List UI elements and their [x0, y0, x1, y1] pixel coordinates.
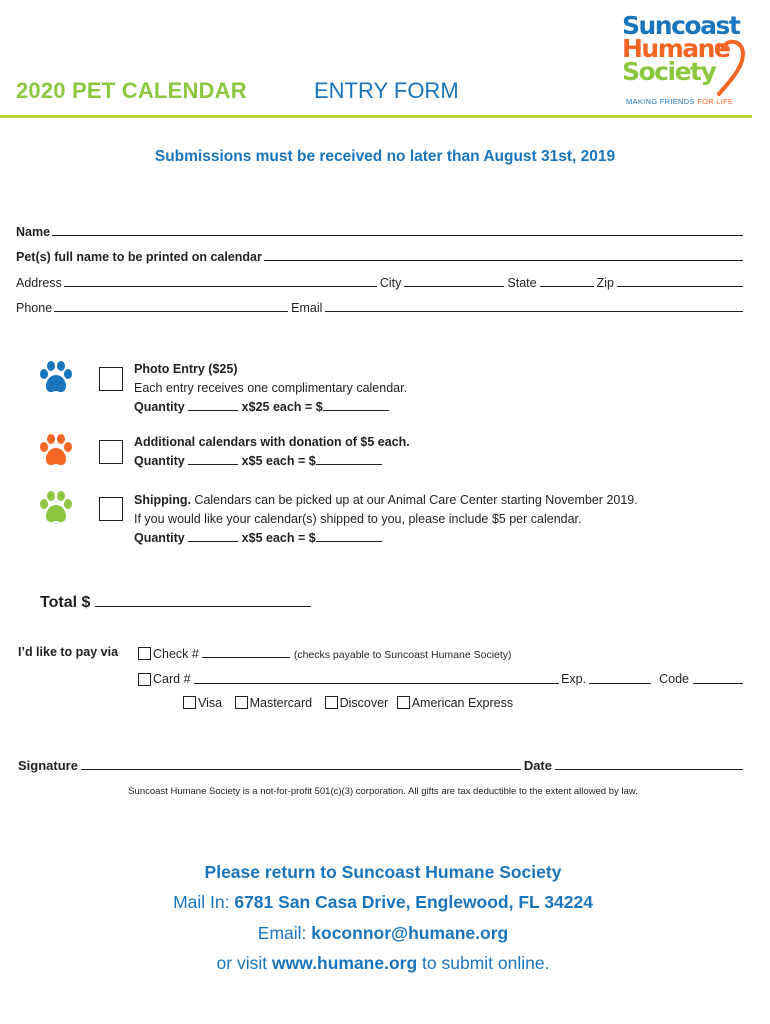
address-row [16, 272, 743, 290]
shipping-quantity-field[interactable] [188, 529, 238, 542]
discover-label: Discover [339, 696, 389, 710]
address-label: Address [16, 276, 62, 290]
discover-checkbox[interactable] [325, 696, 338, 709]
logo-tagline [626, 97, 733, 106]
code-field[interactable] [693, 671, 743, 684]
check-row [138, 645, 512, 661]
exp-label: Exp. [561, 672, 587, 686]
signature-field[interactable] [81, 756, 521, 770]
signature-row [18, 756, 743, 773]
card-label: Card # [153, 672, 191, 686]
date-field[interactable] [555, 756, 743, 770]
tagline-accent: FOR LIFE [697, 97, 734, 106]
mail-in-label: Mail In: [173, 892, 230, 912]
paw-icon-blue [38, 360, 74, 396]
photo-entry-quantity-line [134, 398, 407, 417]
email-line [0, 923, 766, 944]
american-express-checkbox[interactable] [397, 696, 410, 709]
calendar-title: 2020 PET CALENDAR [16, 78, 247, 103]
visa-checkbox[interactable] [183, 696, 196, 709]
exp-field[interactable] [589, 671, 651, 684]
city-label: City [379, 276, 402, 290]
header-divider [0, 115, 752, 118]
shipping-checkbox[interactable] [99, 497, 123, 521]
shipping-quantity-line [134, 529, 638, 548]
visit-suffix: to submit online. [422, 953, 550, 973]
additional-amount-field[interactable] [316, 452, 382, 465]
phone-label: Phone [16, 301, 53, 315]
entry-form-title: ENTRY FORM [314, 78, 459, 103]
date-label: Date [523, 758, 552, 773]
address-field[interactable] [64, 274, 377, 287]
card-checkbox[interactable] [138, 673, 151, 686]
mastercard-label: Mastercard [249, 696, 313, 710]
name-row [16, 221, 743, 239]
shipping-block [134, 491, 638, 548]
suncoast-humane-society-logo [622, 11, 752, 108]
visa-label: Visa [198, 696, 223, 710]
email-label: Email [291, 301, 323, 315]
shipping-description-1: Calendars can be picked up at our Animal Care Center starting November 2019. [194, 493, 638, 507]
shipping-price-label: x$5 each = $ [241, 531, 316, 545]
shipping-line-1 [134, 491, 638, 510]
quantity-label: Quantity [134, 400, 185, 414]
check-label: Check # [153, 647, 199, 661]
submission-deadline: Submissions must be received no later than August 31st, 2019 [154, 148, 616, 165]
signature-label: Signature [18, 758, 78, 773]
logo-word-humane: Humane [622, 34, 730, 63]
photo-amount-field[interactable] [323, 398, 389, 411]
additional-price-label: x$5 each = $ [241, 454, 316, 468]
additional-calendars-block [134, 433, 410, 471]
shipping-title: Shipping. [134, 493, 191, 507]
american-express-label: American Express [411, 696, 514, 710]
phone-field[interactable] [54, 299, 288, 312]
shipping-amount-field[interactable] [316, 529, 382, 542]
mastercard-checkbox[interactable] [235, 696, 248, 709]
photo-quantity-field[interactable] [188, 398, 238, 411]
photo-price-label: x$25 each = $ [241, 400, 323, 414]
shipping-description-2: If you would like your calendar(s) shipped to you, please include $5 per calendar. [134, 512, 582, 526]
photo-entry-title: Photo Entry ($25) [134, 362, 238, 376]
zip-label: Zip [596, 276, 614, 290]
total-label: Total $ [40, 594, 91, 611]
visit-line [0, 953, 766, 974]
additional-quantity-line [134, 452, 410, 471]
email-field[interactable] [325, 299, 743, 312]
check-checkbox[interactable] [138, 647, 151, 660]
visit-prefix: or visit [216, 953, 268, 973]
city-field[interactable] [404, 274, 504, 287]
nonprofit-disclaimer: Suncoast Humane Society is a not-for-profit 501(c)(3) corporation. All gifts are tax deductible to the extent allowed by law. [128, 786, 638, 797]
additional-quantity-field[interactable] [188, 452, 238, 465]
photo-entry-block [134, 360, 407, 417]
state-field[interactable] [540, 274, 594, 287]
tagline-main: MAKING FRIENDS [626, 97, 695, 106]
total-amount-field[interactable] [95, 592, 311, 607]
mail-address: 6781 San Casa Drive, Englewood, FL 34224 [234, 892, 593, 912]
return-heading: Please return to Suncoast Humane Society [204, 862, 562, 882]
website-link[interactable]: www.humane.org [271, 953, 418, 973]
pet-name-row [16, 246, 743, 264]
email-return-label: Email: [257, 923, 307, 943]
code-label: Code [659, 672, 689, 686]
photo-entry-checkbox[interactable] [99, 367, 123, 391]
name-field[interactable] [52, 223, 743, 236]
total-line [40, 592, 311, 612]
photo-entry-description: Each entry receives one complimentary calendar. [134, 381, 408, 395]
logo-word-suncoast: Suncoast [622, 11, 740, 40]
card-number-field[interactable] [194, 671, 560, 684]
additional-calendars-checkbox[interactable] [99, 440, 123, 464]
heart-icon [715, 38, 749, 96]
logo-word-society: Society [622, 57, 716, 86]
name-label: Name [16, 225, 51, 239]
quantity-label: Quantity [134, 531, 185, 545]
phone-row [16, 297, 743, 315]
quantity-label: Quantity [134, 454, 185, 468]
paw-icon-orange [38, 433, 74, 469]
pet-name-label: Pet(s) full name to be printed on calendar [16, 250, 262, 264]
payment-method-label: I’d like to pay via [18, 645, 119, 659]
state-label: State [507, 276, 537, 290]
mail-in-line [0, 892, 766, 913]
card-type-row [183, 696, 513, 710]
additional-calendars-title: Additional calendars with donation of $5 each. [134, 435, 410, 449]
pet-name-field[interactable] [264, 248, 743, 261]
return-email-link[interactable]: koconnor@humane.org [311, 923, 509, 943]
paw-icon-green [38, 490, 74, 526]
check-payable-note: (checks payable to Suncoast Humane Society) [293, 649, 512, 661]
card-row [138, 671, 743, 686]
zip-field[interactable] [617, 274, 743, 287]
check-number-field[interactable] [202, 645, 290, 658]
